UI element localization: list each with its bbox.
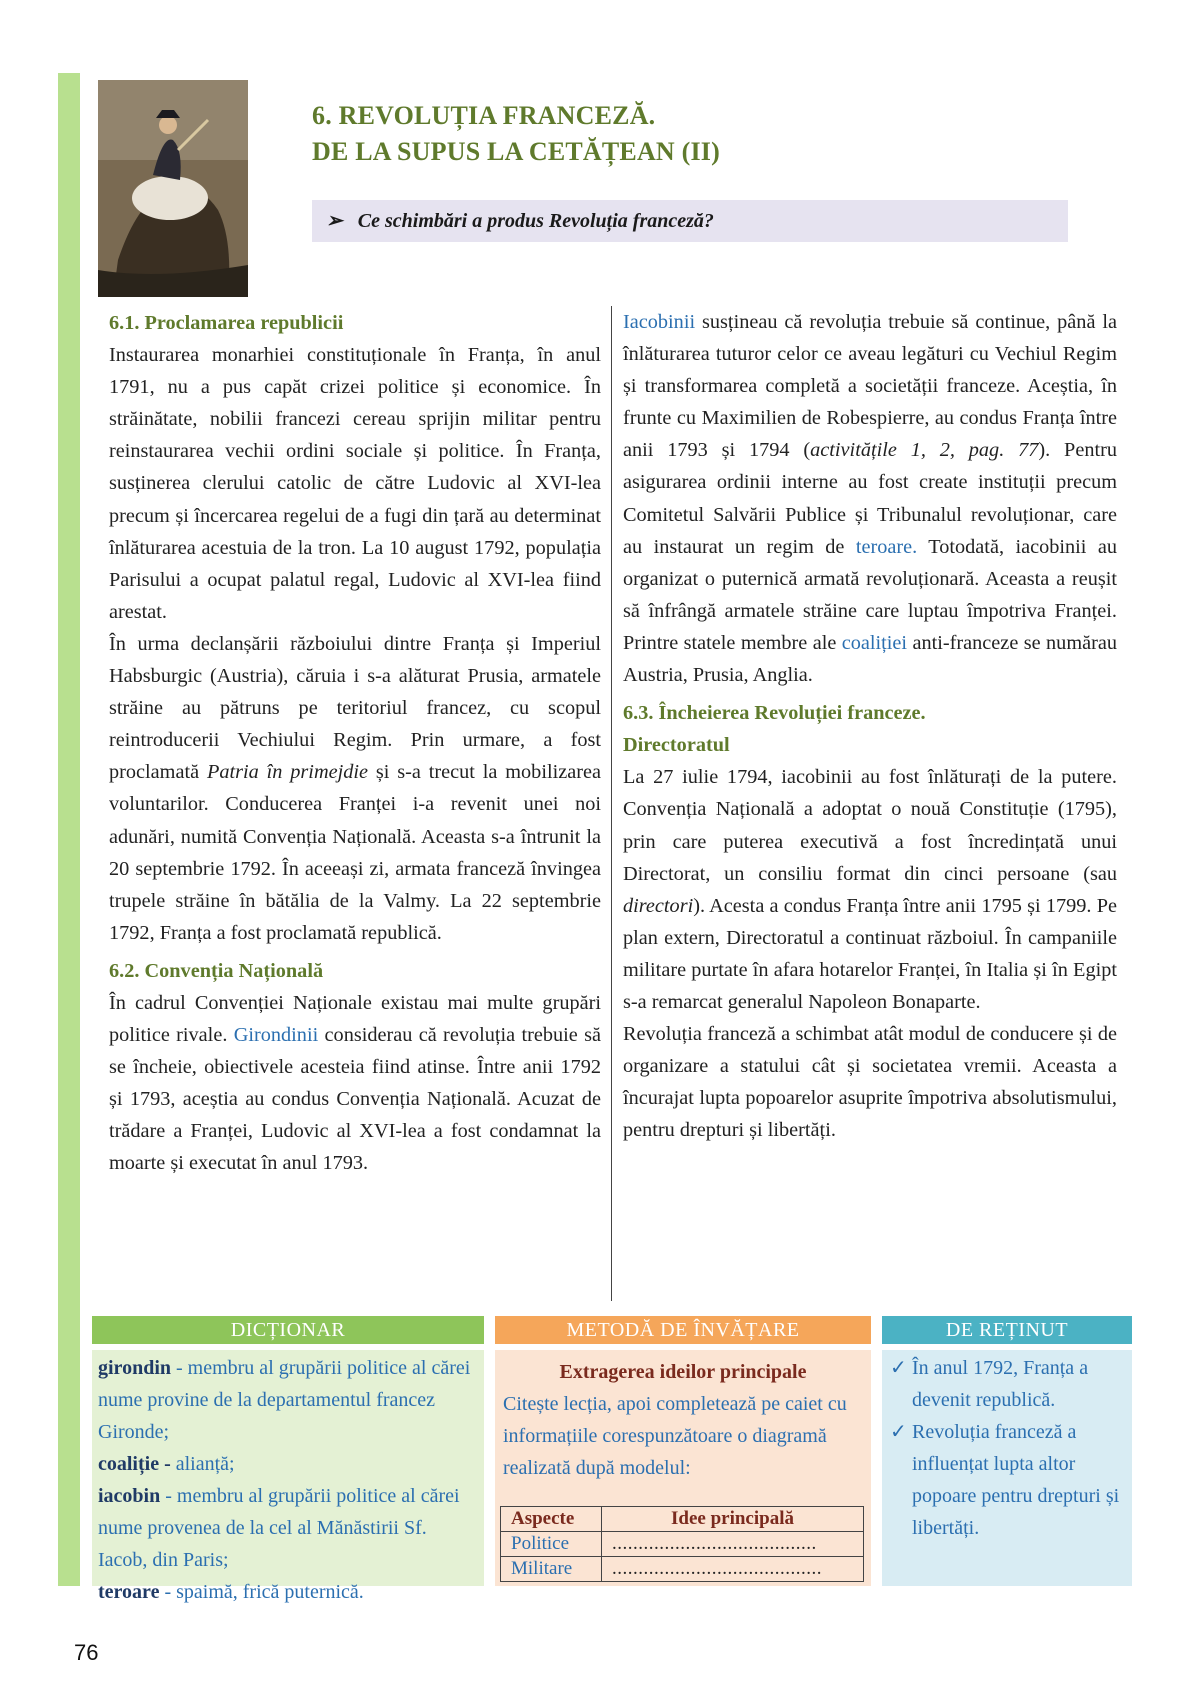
lesson-title [312, 98, 720, 170]
paragraph-text: La 27 iulie 1794, iacobinii au fost înlăturați de la putere. Convenția Națională a adoptat o nouă Constituție (1795), prin care puterea executivă a fost încredințată unui Directorat, un consiliu format din cinci persoane (sau [623, 766, 1117, 885]
paragraph-text: susțineau că revoluția trebuie să continue, până la înlăturarea tuturor celor ce aveau legături cu Vechiul Regim și transformarea completă a societății franceze. Aceștia, în frunte cu Maximilien de Robespierre, au condus Franța între anii 1793 și 1794 ( [623, 311, 1117, 462]
table-header-cell: Idee principală [602, 1507, 864, 1532]
dictionary-entry [98, 1576, 480, 1608]
italic-phrase: Patria în primejdie [206, 761, 368, 784]
dictionary-entry [98, 1480, 480, 1576]
table-cell: ....................................... [602, 1532, 864, 1557]
paragraph-text: ). Pentru asigurarea ordinii interne au fost create instituții precum Comitetul Salvării Publice și Tribunalul revoluționar, care au instaurat un regim de [623, 439, 1117, 558]
paragraph-text: Instaurarea monarhiei constituționale în Franța, în anul 1791, nu a pus capăt crizei politice și economice. În străinătate, nobilii francezi cereau sprijin militar pentru reinstaurarea vechii ordini sociale și politice. În Franța, susținerea clerului catolic de către Ludovic al XVI-lea precum și încercarea regelui de a fugi din țară au determinat înlăturarea acestuia de la tron. La 10 august 1792, populația Parisului a ocupat palatul regal, Ludovic al XVI-lea fiind arestat. [109, 344, 601, 623]
dictionary-term: girondin [98, 1357, 171, 1379]
section-heading-6-2: 6.2. Convenția Națională [109, 959, 324, 982]
aspects-table [500, 1506, 864, 1582]
page-number: 76 [74, 1640, 99, 1665]
paragraph-text: Revoluția franceză a schimbat atât modul de conducere și de organizare a statului cât și societatea vremii. Aceasta a încurajat lupta popoarelor asuprite împotriva absolutismului, pentru drepturi și libertăți. [623, 1023, 1117, 1142]
section-heading-line1: 6.3. Încheierea Revoluției franceze. [623, 702, 926, 725]
guiding-question-text: Ce schimbări a produs Revoluția franceză? [357, 210, 714, 232]
table-header-cell: Aspecte [501, 1507, 602, 1532]
dictionary-definition: - membru al grupării politice al cărei nume provine de la departamentul francez Gironde; [98, 1357, 471, 1443]
paragraph-text: În cadrul Convenției Naționale existau mai multe grupări politice rivale. [109, 991, 601, 1047]
arrow-bullet-icon: ➢ [326, 210, 343, 232]
paragraph [623, 1018, 1117, 1146]
dictionary-term: iacobin [98, 1485, 161, 1507]
dictionary-definition: - spaimă, frică puternică. [159, 1581, 364, 1603]
paragraph-text: și s-a trecut la mobilizarea voluntarilor. Conducerea Franței i-a revenit unei noi adunări, numită Convenția Națională. Aceasta s-a întrunit la 20 septembrie 1792. În aceeași zi, armata franceză învingea trupele străine în bătălia de la Valmy. La 22 septembrie 1792, Franța a fost proclamată republică. [109, 761, 601, 944]
section-heading-line2: Directoratul [623, 734, 730, 757]
paragraph [109, 628, 601, 949]
method-instructions: Citește lecția, apoi completează pe caiet cu informațiile corespunzătoare o diagramă realizată după modelul: [503, 1393, 847, 1479]
activity-reference: activitățile 1, 2, pag. 77 [810, 439, 1039, 462]
remember-text: În anul 1792, Franța a devenit republică. [912, 1357, 1089, 1411]
paragraph [623, 761, 1117, 1018]
right-column [623, 306, 1117, 1146]
paragraph-text: În urma declanșării războiului dintre Franța și Imperiul Habsburgic (Austria), căruia i s-a alăturat Prusia, armatele străine au pătruns pe teritoriul francez, cu scopul reintroducerii Vechiului Regim. Prin urmare, a fost proclamată [109, 632, 601, 784]
glossary-term-iacobinii: Iacobinii [623, 311, 696, 333]
lesson-title-line2: DE LA SUPUS LA CETĂȚEAN (II) [312, 137, 720, 166]
paragraph-text: considerau că revoluția trebuie să se încheie, obiectivele acesteia fiind atinse. Între anii 1792 și 1793, aceștia au condus Convenția Națională. Acuzat de trădare a Franței, Ludovic al XVI-lea a fost condamnat la moarte și executat în anul 1793. [109, 1024, 601, 1175]
dictionary-term: coaliție - [98, 1453, 176, 1475]
italic-phrase: directori [623, 894, 694, 917]
lesson-title-line1: 6. REVOLUȚIA FRANCEZĂ. [312, 101, 656, 130]
glossary-term-coalitie: coaliției [841, 631, 908, 654]
napoleon-painting-image [98, 80, 248, 297]
left-margin-bar [58, 73, 80, 1586]
table-header-row [501, 1507, 864, 1532]
guiding-question [312, 200, 1068, 242]
paragraph-text: Totodată, iacobinii au organizat o puternică armată revoluționară. Aceasta a reușit să înfrângă armatele străine care luptau împotriva Franței. Printre statele membre ale [623, 535, 1117, 654]
table-row [501, 1532, 864, 1557]
left-column [109, 307, 601, 1180]
remember-header: DE REȚINUT [882, 1316, 1132, 1344]
remember-item [890, 1352, 1128, 1416]
dictionary-box [92, 1350, 484, 1603]
dictionary-definition: - membru al grupării politice al cărei nume provenea de la cel al Mănăstirii Sf. Iacob, din Paris; [98, 1485, 460, 1571]
dictionary-term: teroare [98, 1581, 160, 1603]
method-header: METODĂ DE ÎNVĂȚARE [495, 1316, 871, 1344]
column-divider [611, 306, 612, 1301]
paragraph [623, 306, 1117, 691]
table-row [501, 1557, 864, 1582]
table-cell: ........................................ [602, 1557, 864, 1582]
paragraph [109, 987, 601, 1180]
dictionary-entry [98, 1448, 480, 1480]
glossary-term-teroare: teroare. [855, 535, 918, 558]
dictionary-header: DICȚIONAR [92, 1316, 484, 1344]
glossary-term-girondinii: Girondinii [233, 1024, 319, 1047]
table-cell: Politice [501, 1532, 602, 1557]
paragraph [109, 339, 601, 628]
remember-text: Revoluția franceză a influențat lupta altor popoare pentru drepturi și libertăți. [912, 1421, 1120, 1539]
dictionary-definition: alianță; [175, 1453, 235, 1475]
dictionary-entry [98, 1352, 480, 1448]
remember-item [890, 1416, 1128, 1544]
method-subtitle: Extragerea ideilor principale [559, 1361, 807, 1383]
paragraph-text: anti-franceze se numărau Austria, Prusia, Anglia. [623, 631, 1117, 687]
check-icon: ✓ [890, 1421, 907, 1443]
remember-box [882, 1350, 1132, 1586]
section-heading-6-3 [623, 697, 1117, 761]
table-cell: Militare [501, 1557, 602, 1582]
check-icon: ✓ [890, 1357, 907, 1379]
section-heading-6-1: 6.1. Proclamarea republicii [109, 312, 344, 334]
paragraph-text: ). Acesta a condus Franța între anii 1795 și 1799. Pe plan extern, Directoratul a continuat războiul. În campaniile militare purtate în afara hotarelor Franței, în Italia și în Egipt s-a remarcat generalul Napoleon Bonaparte. [623, 894, 1117, 1013]
